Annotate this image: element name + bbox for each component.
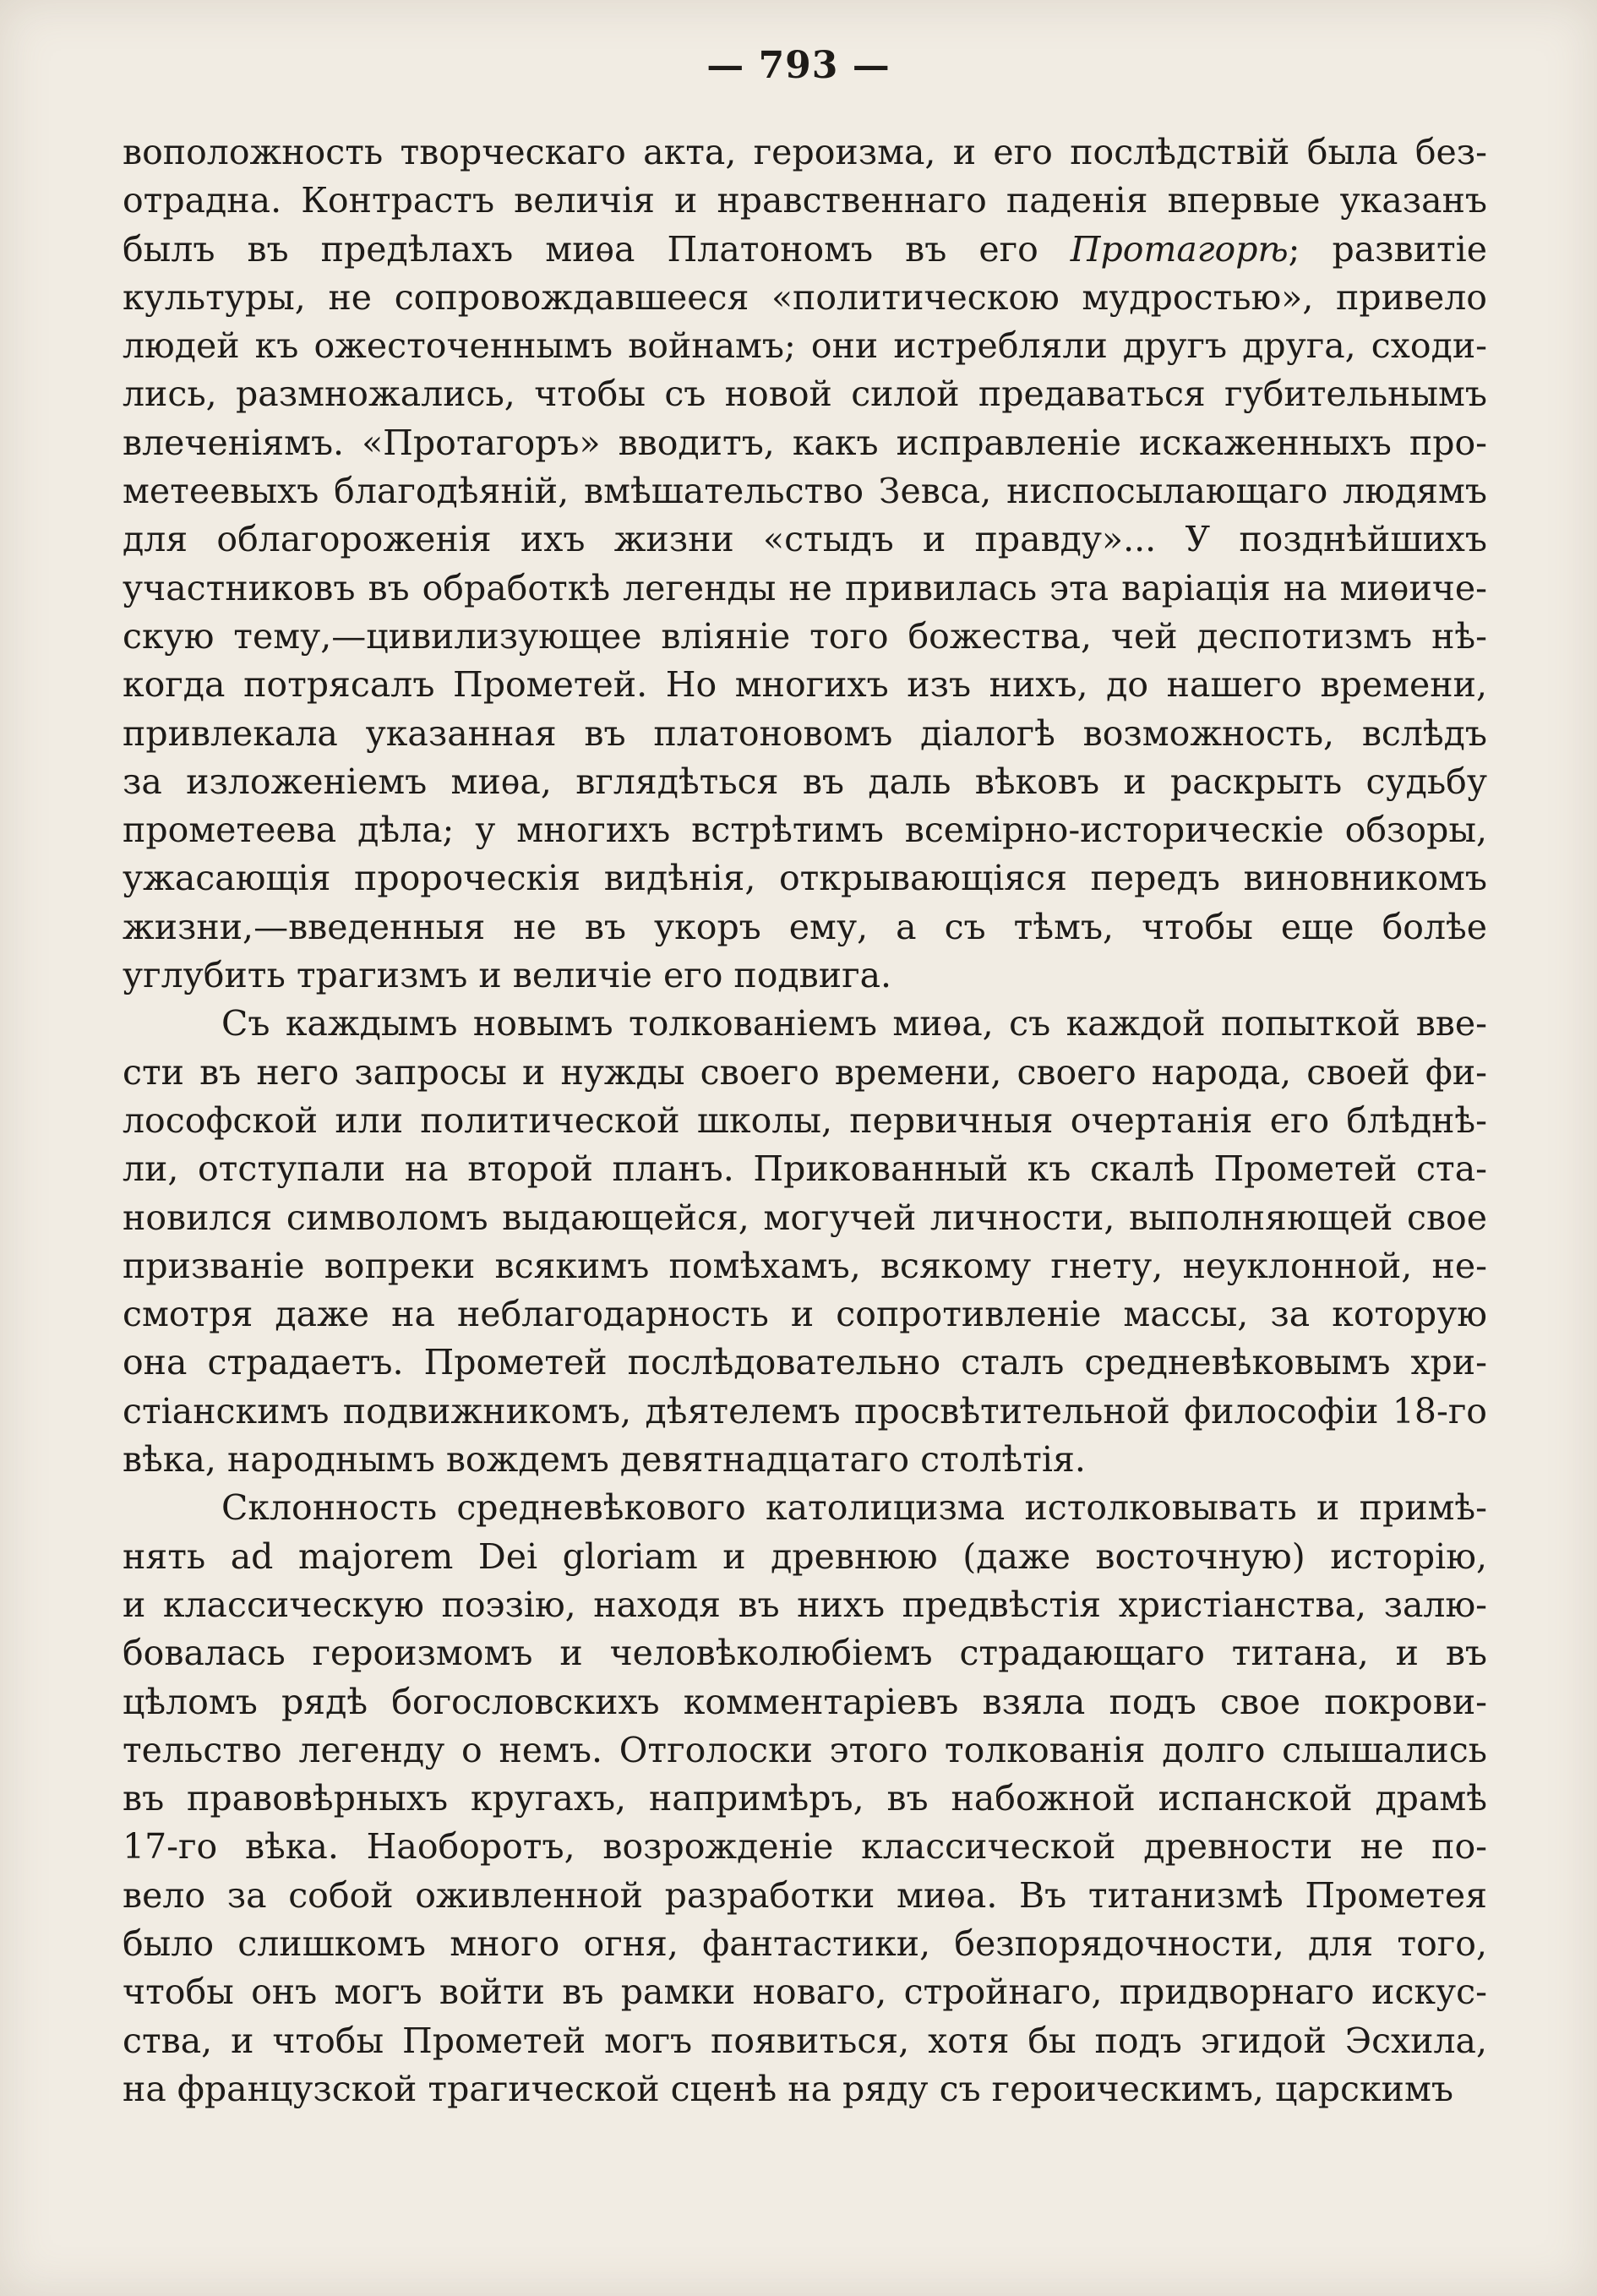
text-line: вело за собой оживленной разработки миѳа. Въ титанизмѣ Прометея [123, 1874, 1487, 1916]
text-line: для облагороженія ихъ жизни «стыдъ и правду»... У позднѣйшихъ [123, 519, 1487, 560]
text-line: вѣка, народнымъ вождемъ девятнадцатаго столѣтія. [123, 1439, 1086, 1481]
text-line: лософской или политической школы, первичныя очертанія его блѣднѣ- [123, 1099, 1487, 1141]
text-line: отрадна. Контрастъ величія и нравственнаго паденія впервые указанъ [123, 180, 1487, 221]
paragraph [123, 128, 1487, 1000]
text-line: культуры, не сопровождавшееся «политическою мудростью», привело [123, 276, 1487, 318]
text-line: 17-го вѣка. Наоборотъ, возрожденіе классической древности не по- [123, 1826, 1487, 1868]
text-line: воположность творческаго акта, героизма, и его послѣдствій была без- [123, 132, 1487, 172]
text-line: тельство легенду о немъ. Отголоски этого толкованія долго слышались [123, 1729, 1487, 1770]
text-line: и классическую поэзію, находя въ нихъ предвѣстія христіанства, залю- [123, 1584, 1487, 1625]
italic-title: Протагорѣ [1070, 228, 1289, 270]
text-line: ужасающія пророческія видѣнія, открывающіяся передъ виновникомъ [123, 858, 1487, 899]
text-line: былъ въ предѣлахъ миѳа Платономъ въ его Протагорѣ; развитіе [123, 228, 1487, 270]
text-line: новился символомъ выдающейся, могучей личности, выполняющей свое [123, 1197, 1487, 1238]
paragraph [123, 1000, 1487, 1484]
text-line: людей къ ожесточеннымъ войнамъ; они истребляли другъ друга, сходи- [123, 325, 1487, 367]
text-line: когда потрясалъ Прометей. Но многихъ изъ нихъ, до нашего времени, [123, 664, 1487, 706]
text-line: сти въ него запросы и нужды своего времени, своего народа, своей фи- [123, 1051, 1487, 1093]
text-line: стіанскимъ подвижникомъ, дѣятелемъ просвѣтительной философіи 18-го [123, 1390, 1487, 1432]
text-body [123, 128, 1487, 2113]
text-line: нять ad majorem Dei gloriam и древнюю (даже восточную) исторію, [123, 1535, 1487, 1577]
text-line: на французской трагической сценѣ на ряду съ героическимъ, царскимъ [123, 2068, 1453, 2109]
text-line: призваніе вопреки всякимъ помѣхамъ, всякому гнету, неуклонной, не- [123, 1245, 1487, 1286]
text-line: привлекала указанная въ платоновомъ діалогѣ возможность, вслѣдъ [123, 712, 1487, 754]
text-line: цѣломъ рядѣ богословскихъ комментаріевъ взяла подъ свое покрови- [123, 1681, 1487, 1722]
text-line: за изложеніемъ миѳа, вглядѣться въ даль вѣковъ и раскрыть судьбу [123, 761, 1487, 802]
paragraph [123, 1484, 1487, 2113]
text-line: метеевыхъ благодѣяній, вмѣшательство Зевса, ниспосылающаго людямъ [123, 471, 1487, 512]
text-line: бовалась героизмомъ и человѣколюбіемъ страдающаго титана, и въ [123, 1633, 1487, 1674]
text-line: было слишкомъ много огня, фантастики, безпорядочности, для того, [123, 1922, 1487, 1964]
text-line: лись, размножались, чтобы съ новой силой предаваться губительнымъ [123, 374, 1487, 415]
text-line: прометеева дѣла; у многихъ встрѣтимъ всемірно-историческіе обзоры, [123, 810, 1487, 851]
text-line: ства, и чтобы Прометей могъ появиться, хотя бы подъ эгидой Эсхила, [123, 2020, 1487, 2061]
text-line: Склонность средневѣкового католицизма истолковывать и примѣ- [221, 1487, 1487, 1529]
text-line: влеченіямъ. «Протагоръ» вводитъ, какъ исправленіе искаженныхъ про- [123, 422, 1487, 463]
text-line: она страдаетъ. Прометей послѣдовательно сталъ средневѣковымъ хри- [123, 1342, 1487, 1383]
text-line: чтобы онъ могъ войти въ рамки новаго, стройнаго, придворнаго искус- [123, 1972, 1487, 2013]
page-number: — 793 — [706, 44, 891, 87]
text-line: смотря даже на неблагодарность и сопротивленіе массы, за которую [123, 1294, 1487, 1335]
text-line: углубить трагизмъ и величіе его подвига. [123, 955, 892, 996]
text-line: Съ каждымъ новымъ толкованіемъ миѳа, съ каждой попыткой вве- [221, 1003, 1487, 1044]
text-line: участниковъ въ обработкѣ легенды не привилась эта варіація на миѳиче- [123, 567, 1487, 608]
text-line: въ правовѣрныхъ кругахъ, напримѣръ, въ набожной испанской драмѣ [123, 1778, 1487, 1819]
text-line: жизни,—введенныя не въ укоръ ему, а съ тѣмъ, чтобы еще болѣе [123, 906, 1487, 947]
text-line: ли, отступали на второй планъ. Прикованный къ скалѣ Прометей ста- [123, 1148, 1487, 1190]
text-line: скую тему,—цивилизующее вліяніе того божества, чей деспотизмъ нѣ- [123, 615, 1487, 657]
